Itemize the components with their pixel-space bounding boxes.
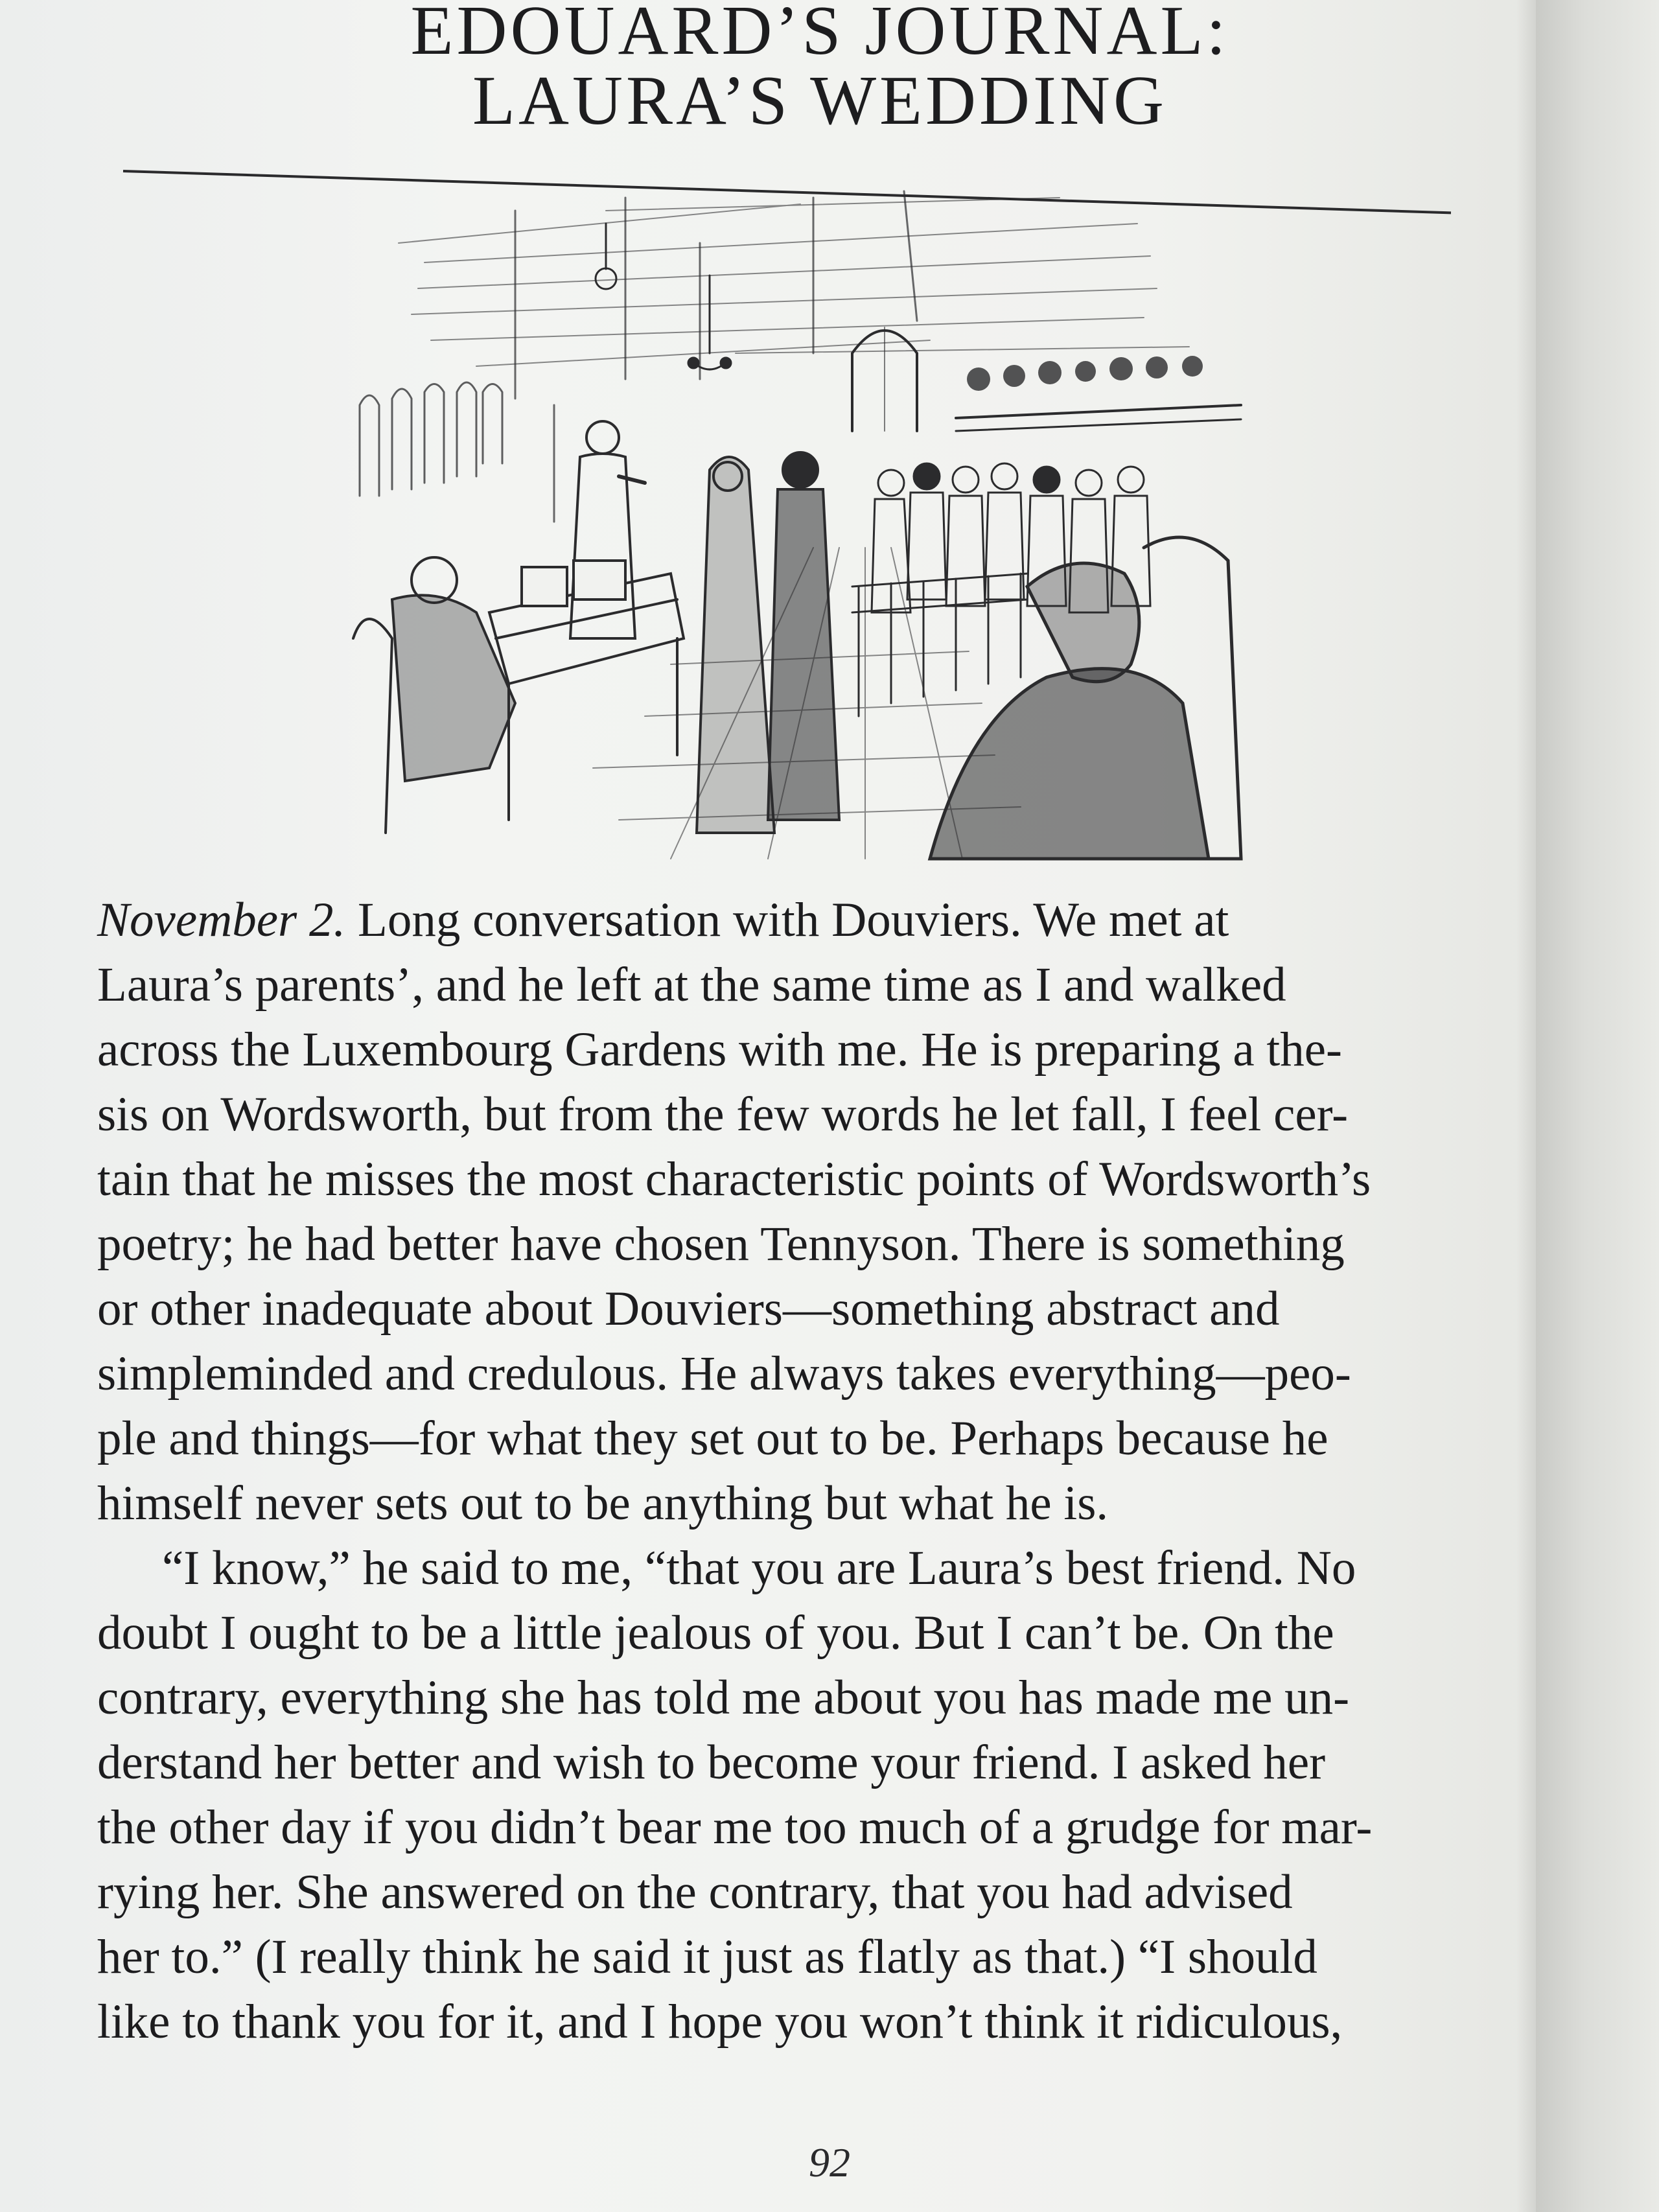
text-line: Laura’s parents’, and he left at the same time as I and walked (97, 958, 1286, 1012)
text-line: himself never sets out to be anything but what he is. (97, 1476, 1109, 1530)
text-line: tain that he misses the most characteristic points of Wordsworth’s (97, 1152, 1371, 1206)
page-number: 92 (809, 2139, 850, 2185)
text-line: rying her. She answered on the contrary, that you had advised (97, 1865, 1293, 1919)
chapter-heading (0, 0, 1640, 139)
text-line: her to.” (I really think he said it just as flatly as that.) “I should (97, 1930, 1317, 1984)
text-line: like to thank you for it, and I hope you won’t think it ridiculous, (97, 1995, 1343, 2049)
adjacent-page-edge (1536, 0, 1659, 2212)
wedding-illustration (347, 185, 1247, 862)
text-line: derstand her better and wish to become your friend. I asked her (97, 1736, 1326, 1789)
text-line: “I know,” he said to me, “that you are Laura’s best friend. No (162, 1541, 1356, 1595)
text-line: sis on Wordsworth, but from the few words he let fall, I feel cer- (97, 1088, 1349, 1141)
text-line: simpleminded and credulous. He always takes everything—peo- (97, 1347, 1351, 1401)
text-line: ple and things—for what they set out to be. Perhaps because he (97, 1412, 1328, 1465)
text-line: poetry; he had better have chosen Tennyson. There is something (97, 1217, 1345, 1271)
chapter-title-line-2: LAURA’S WEDDING (472, 62, 1167, 139)
journal-text (97, 888, 1439, 2055)
text-line: doubt I ought to be a little jealous of you. But I can’t be. On the (97, 1606, 1334, 1660)
text-line: Long conversation with Douviers. We met at (345, 893, 1229, 947)
text-line-1 (97, 888, 1439, 953)
text-line: the other day if you didn’t bear me too much of a grudge for mar- (97, 1800, 1373, 1854)
journal-date: November 2. (97, 893, 346, 947)
text-line: across the Luxembourg Gardens with me. He is preparing a the- (97, 1023, 1342, 1077)
text-line: or other inadequate about Douviers—something abstract and (97, 1282, 1280, 1336)
text-line: contrary, everything she has told me about you has made me un- (97, 1671, 1350, 1725)
chapter-title-line-1: EDOUARD’S JOURNAL: (410, 0, 1229, 69)
